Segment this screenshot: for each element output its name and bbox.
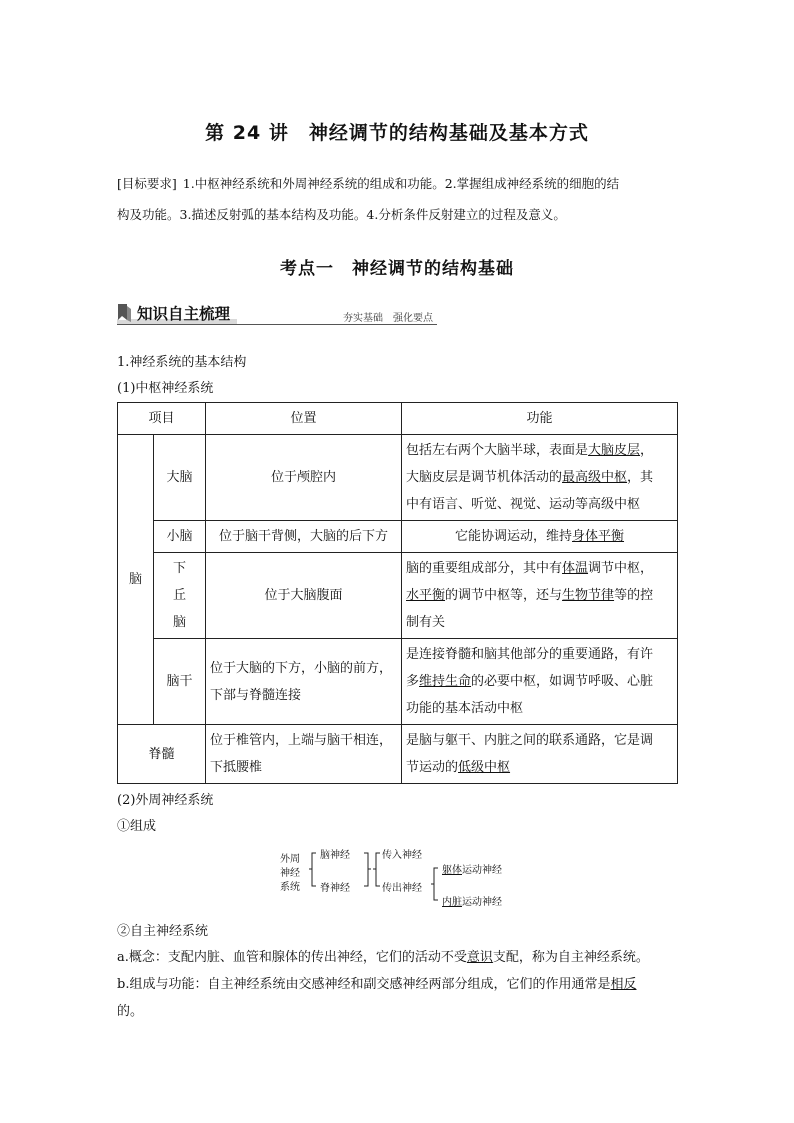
text: 制有关 (406, 615, 446, 630)
underlined-answer: 生物节律 (562, 588, 615, 603)
text: 丘 (173, 588, 187, 603)
cerebrum-function (402, 435, 678, 521)
text: ， (640, 443, 654, 458)
cerebellum-function (402, 521, 678, 553)
underlined-answer: 最高级中枢 (562, 470, 628, 485)
text: 是连接脊髓和脑其他部分的重要通路，有许 (406, 647, 654, 662)
text: ，其 (627, 470, 654, 485)
goal-text-line2: 构及功能。3.描述反射弧的基本结构及功能。4.分析条件反射建立的过程及意义。 (117, 207, 566, 222)
heading-autonomic: ②自主神经系统 (117, 924, 209, 939)
header-position: 位置 (206, 403, 402, 435)
brainstem-name: 脑干 (154, 639, 206, 725)
banner-title: 知识自主梳理 (137, 305, 231, 323)
efferent-label: 传出神经 (382, 883, 422, 894)
text: 下 (173, 561, 187, 576)
autonomic-composition-end: 的。 (117, 1004, 144, 1019)
brain-nerve-label: 脑神经 (320, 850, 350, 861)
text: 中有语言、听觉、视觉、运动等高级中枢 (406, 497, 641, 512)
text: 调节中枢， (588, 561, 654, 576)
text: 的调节中枢等，还与 (445, 588, 563, 603)
hypothalamus-position: 位于大脑腹面 (206, 553, 402, 639)
spinal-cord-function (402, 725, 678, 784)
visceral-motor-label (442, 893, 502, 908)
spinal-cord-position (206, 725, 402, 784)
root-label-1: 外周 (280, 854, 300, 865)
spinal-cord-name: 脊髓 (118, 725, 206, 784)
text: 脑的重要组成部分，其中有 (406, 561, 563, 576)
brain-cell: 脑 (118, 435, 154, 725)
text: b.组成与功能：自主神经系统由交感神经和副交感神经两部分组成，它们的作用通常是 (117, 977, 611, 992)
table-row (118, 553, 678, 639)
text: 脑 (173, 615, 187, 630)
table-row (118, 435, 678, 521)
underlined-answer: 体温 (562, 561, 589, 576)
banner-rule (117, 324, 437, 325)
hypothalamus-name (154, 553, 206, 639)
text: 多 (406, 674, 420, 689)
cerebrum-name: 大脑 (154, 435, 206, 521)
underlined-answer: 躯体 (442, 865, 462, 876)
cerebellum-name: 小脑 (154, 521, 206, 553)
text: 下部与脊髓连接 (210, 687, 302, 703)
underlined-answer: 大脑皮层 (588, 443, 641, 458)
banner-subtitle: 夯实基础 强化要点 (343, 313, 433, 324)
table-row (118, 521, 678, 553)
spinal-nerve-label: 脊神经 (320, 883, 350, 894)
heading-cns: (1)中枢神经系统 (117, 381, 214, 396)
table-row (118, 639, 678, 725)
underlined-answer: 内脏 (442, 897, 462, 908)
text: 它能协调运动，维持 (455, 529, 573, 544)
lesson-title: 第 24 讲 神经调节的结构基础及基本方式 (205, 122, 589, 144)
header-item: 项目 (118, 403, 206, 435)
brainstem-position (206, 639, 402, 725)
cns-table (117, 402, 678, 784)
underlined-answer: 低级中枢 (458, 760, 511, 775)
root-label-3: 系统 (280, 882, 300, 893)
text: 运动神经 (462, 865, 502, 876)
header-function: 功能 (402, 403, 678, 435)
root-label-2: 神经 (280, 868, 300, 879)
bookmark-icon (117, 304, 131, 322)
text: 大脑皮层是调节机体活动的 (406, 470, 563, 485)
text: 位于大脑的下方，小脑的前方， (210, 660, 393, 676)
text: 节运动的 (406, 760, 459, 775)
autonomic-composition (117, 973, 682, 992)
heading-basic-structure: 1.神经系统的基本结构 (117, 355, 247, 370)
brainstem-function (402, 639, 678, 725)
text: 等的控 (614, 588, 654, 603)
autonomic-concept (117, 946, 682, 965)
pns-composition-diagram (276, 840, 536, 910)
heading-composition: ①组成 (117, 819, 157, 834)
cerebrum-position: 位于颅腔内 (206, 435, 402, 521)
text: 运动神经 (462, 897, 502, 908)
underlined-answer: 相反 (610, 977, 637, 992)
text: a.概念：支配内脏、血管和腺体的传出神经，它们的活动不受 (117, 950, 467, 965)
heading-pns: (2)外周神经系统 (117, 793, 214, 808)
underlined-answer: 水平衡 (406, 588, 446, 603)
text: 的必要中枢，如调节呼吸、心脏 (471, 674, 654, 689)
text: 支配，称为自主神经系统。 (492, 950, 649, 965)
table-header-row (118, 403, 678, 435)
text: 下抵腰椎 (210, 760, 263, 775)
hypothalamus-function (402, 553, 678, 639)
afferent-label: 传入神经 (382, 850, 422, 861)
table-row (118, 725, 678, 784)
somatic-motor-label (442, 861, 502, 876)
underlined-answer: 身体平衡 (572, 529, 625, 544)
text: 位于椎管内，上端与脑干相连， (210, 733, 393, 748)
goal-text-line1: 1.中枢神经系统和外周神经系统的组成和功能。2.掌握组成神经系统的细胞的结 (182, 176, 620, 191)
underlined-answer: 意识 (466, 950, 493, 965)
knowledge-banner (117, 300, 437, 326)
text: 功能的基本活动中枢 (406, 701, 524, 716)
text: 包括左右两个大脑半球，表面是 (406, 443, 589, 458)
learning-goals (117, 168, 680, 230)
section-title: 考点一 神经调节的结构基础 (280, 259, 514, 279)
text: 是脑与躯干、内脏之间的联系通路，它是调 (406, 733, 654, 748)
underlined-answer: 维持生命 (419, 674, 472, 689)
cerebellum-position: 位于脑干背侧，大脑的后下方 (206, 521, 402, 553)
goal-tag: [目标要求] (117, 176, 177, 191)
